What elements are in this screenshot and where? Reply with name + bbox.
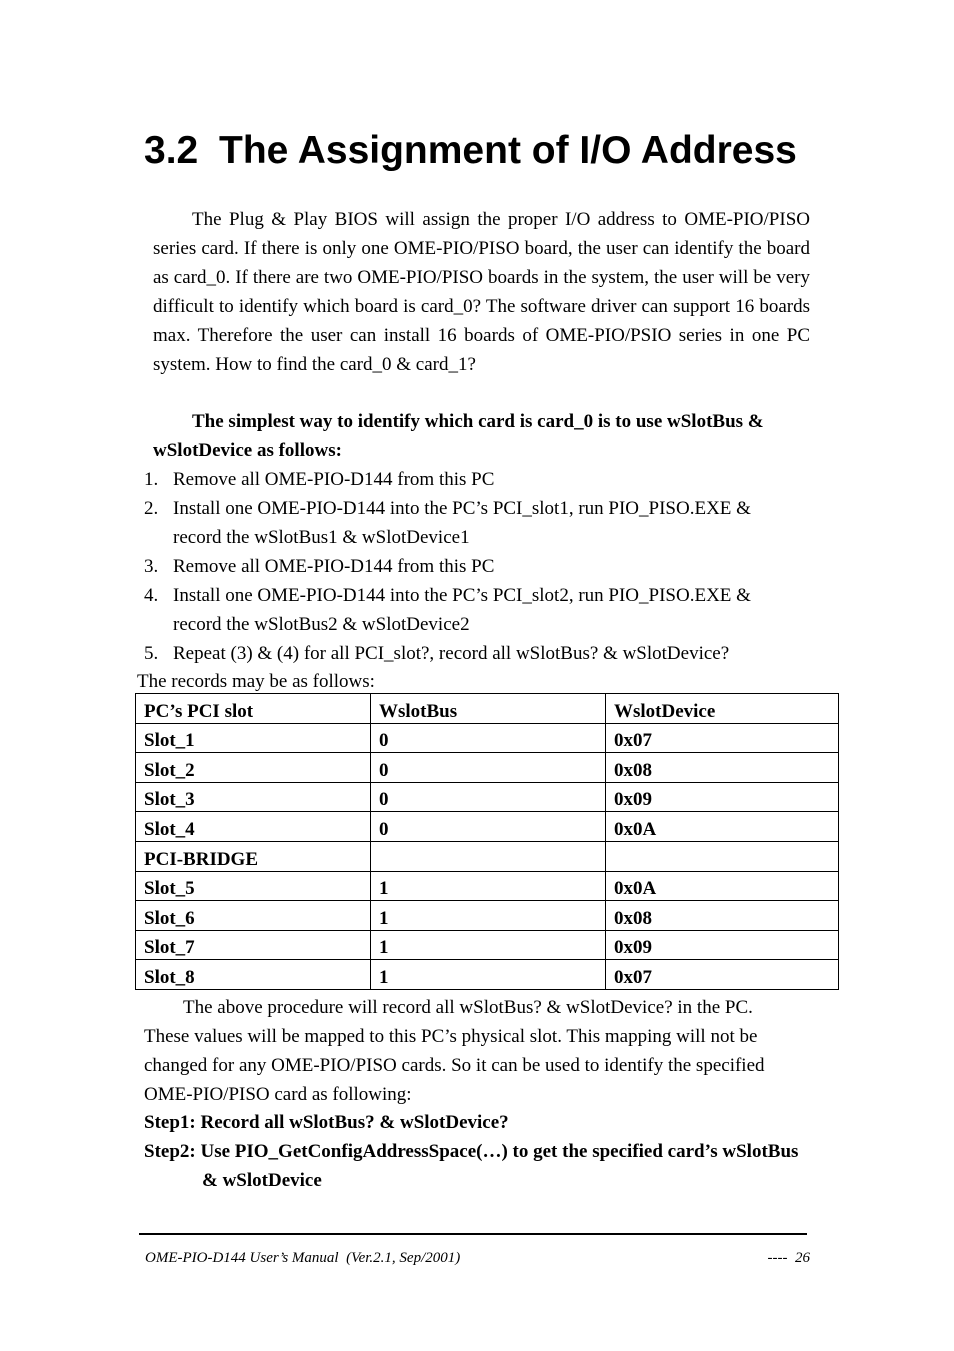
after-line: The above procedure will record all wSlotBus? & wSlotDevice? in the PC.	[183, 997, 753, 1018]
procedure-step2	[144, 1137, 824, 1195]
cell-device	[606, 841, 839, 871]
procedure-step2-line1: Step2: Use PIO_GetConfigAddressSpace(…) to get the specified card’s wSlotBus	[144, 1141, 799, 1162]
cell-bus: 0	[371, 812, 606, 842]
table-row	[136, 753, 839, 783]
cell-device: 0x08	[606, 753, 839, 783]
cell-device: 0x07	[606, 960, 839, 990]
step-text: Install one OME-PIO-D144 into the PC’s PCI_slot1, run PIO_PISO.EXE & record the wSlotBus1 & wSlotDevice1	[173, 498, 751, 548]
cell-device: 0x0A	[606, 812, 839, 842]
steps-list	[144, 465, 784, 668]
cell-bus: 1	[371, 960, 606, 990]
step-text: Remove all OME-PIO-D144 from this PC	[173, 556, 495, 577]
list-item	[144, 494, 784, 552]
cell-device: 0x09	[606, 782, 839, 812]
step-number: 2.	[144, 498, 159, 519]
cell-device: 0x0A	[606, 871, 839, 901]
table-row	[136, 723, 839, 753]
table-row	[136, 812, 839, 842]
header-wslotdevice: WslotDevice	[606, 694, 839, 724]
step-text: Install one OME-PIO-D144 into the PC’s PCI_slot2, run PIO_PISO.EXE & record the wSlotBus2 & wSlotDevice2	[173, 585, 751, 635]
after-line: changed for any OME-PIO/PISO cards. So it can be used to identify the specified	[144, 1055, 765, 1076]
list-item	[144, 581, 784, 639]
footer-rule	[139, 1233, 807, 1235]
step-number: 4.	[144, 585, 159, 606]
header-wslotbus: WslotBus	[371, 694, 606, 724]
cell-slot: PCI-BRIDGE	[136, 841, 371, 871]
cell-slot: Slot_3	[136, 782, 371, 812]
list-item	[144, 639, 784, 668]
footer-page-number: ---- 26	[767, 1250, 810, 1266]
cell-bus: 1	[371, 871, 606, 901]
cell-slot: Slot_5	[136, 871, 371, 901]
table-row	[136, 871, 839, 901]
slot-records-table	[135, 693, 839, 990]
section-title: The Assignment of I/O Address	[219, 129, 797, 172]
footer-manual-title: OME-PIO-D144 User’s Manual (Ver.2.1, Sep/2001)	[145, 1250, 461, 1266]
cell-bus	[371, 841, 606, 871]
list-item	[144, 465, 784, 494]
cell-bus: 1	[371, 901, 606, 931]
procedure-step1: Step1: Record all wSlotBus? & wSlotDevice?	[144, 1112, 509, 1133]
section-number: 3.2	[144, 129, 199, 172]
cell-device: 0x08	[606, 901, 839, 931]
cell-slot: Slot_1	[136, 723, 371, 753]
section-heading	[144, 126, 797, 176]
cell-slot: Slot_6	[136, 901, 371, 931]
procedure-step2-line2: & wSlotDevice	[202, 1170, 322, 1191]
table-header-row	[136, 694, 839, 724]
table-row	[136, 901, 839, 931]
table-row	[136, 930, 839, 960]
after-table-paragraph	[144, 993, 784, 1109]
records-intro: The records may be as follows:	[137, 671, 375, 692]
simplest-way-paragraph: The simplest way to identify which card is card_0 is to use wSlotBus & wSlotDevice as follows:	[153, 411, 764, 461]
table-row	[136, 782, 839, 812]
cell-device: 0x07	[606, 723, 839, 753]
step-number: 5.	[144, 643, 159, 664]
cell-slot: Slot_2	[136, 753, 371, 783]
cell-device: 0x09	[606, 930, 839, 960]
table-row	[136, 841, 839, 871]
list-item	[144, 552, 784, 581]
cell-slot: Slot_4	[136, 812, 371, 842]
cell-bus: 0	[371, 753, 606, 783]
header-pci-slot: PC’s PCI slot	[136, 694, 371, 724]
step-number: 3.	[144, 556, 159, 577]
cell-bus: 1	[371, 930, 606, 960]
cell-slot: Slot_7	[136, 930, 371, 960]
cell-slot: Slot_8	[136, 960, 371, 990]
step-number: 1.	[144, 469, 159, 490]
after-line: OME-PIO/PISO card as following:	[144, 1084, 412, 1105]
step-text: Repeat (3) & (4) for all PCI_slot?, record all wSlotBus? & wSlotDevice?	[173, 643, 730, 664]
step-text: Remove all OME-PIO-D144 from this PC	[173, 469, 495, 490]
intro-paragraph: The Plug & Play BIOS will assign the proper I/O address to OME-PIO/PISO series card. If there is only one OME-PIO/PISO board, the user can identify the board as card_0. If there are two OME-PIO/PISO boards in the system, the user will be very difficult to identify which board is card_0? The software driver can support 16 boards max. Therefore the user can install 16 boards of OME-PIO/PSIO series in one PC system. How to find the card_0 & card_1?	[153, 209, 810, 375]
cell-bus: 0	[371, 782, 606, 812]
table-row	[136, 960, 839, 990]
after-line: These values will be mapped to this PC’s physical slot. This mapping will not be	[144, 1026, 758, 1047]
cell-bus: 0	[371, 723, 606, 753]
